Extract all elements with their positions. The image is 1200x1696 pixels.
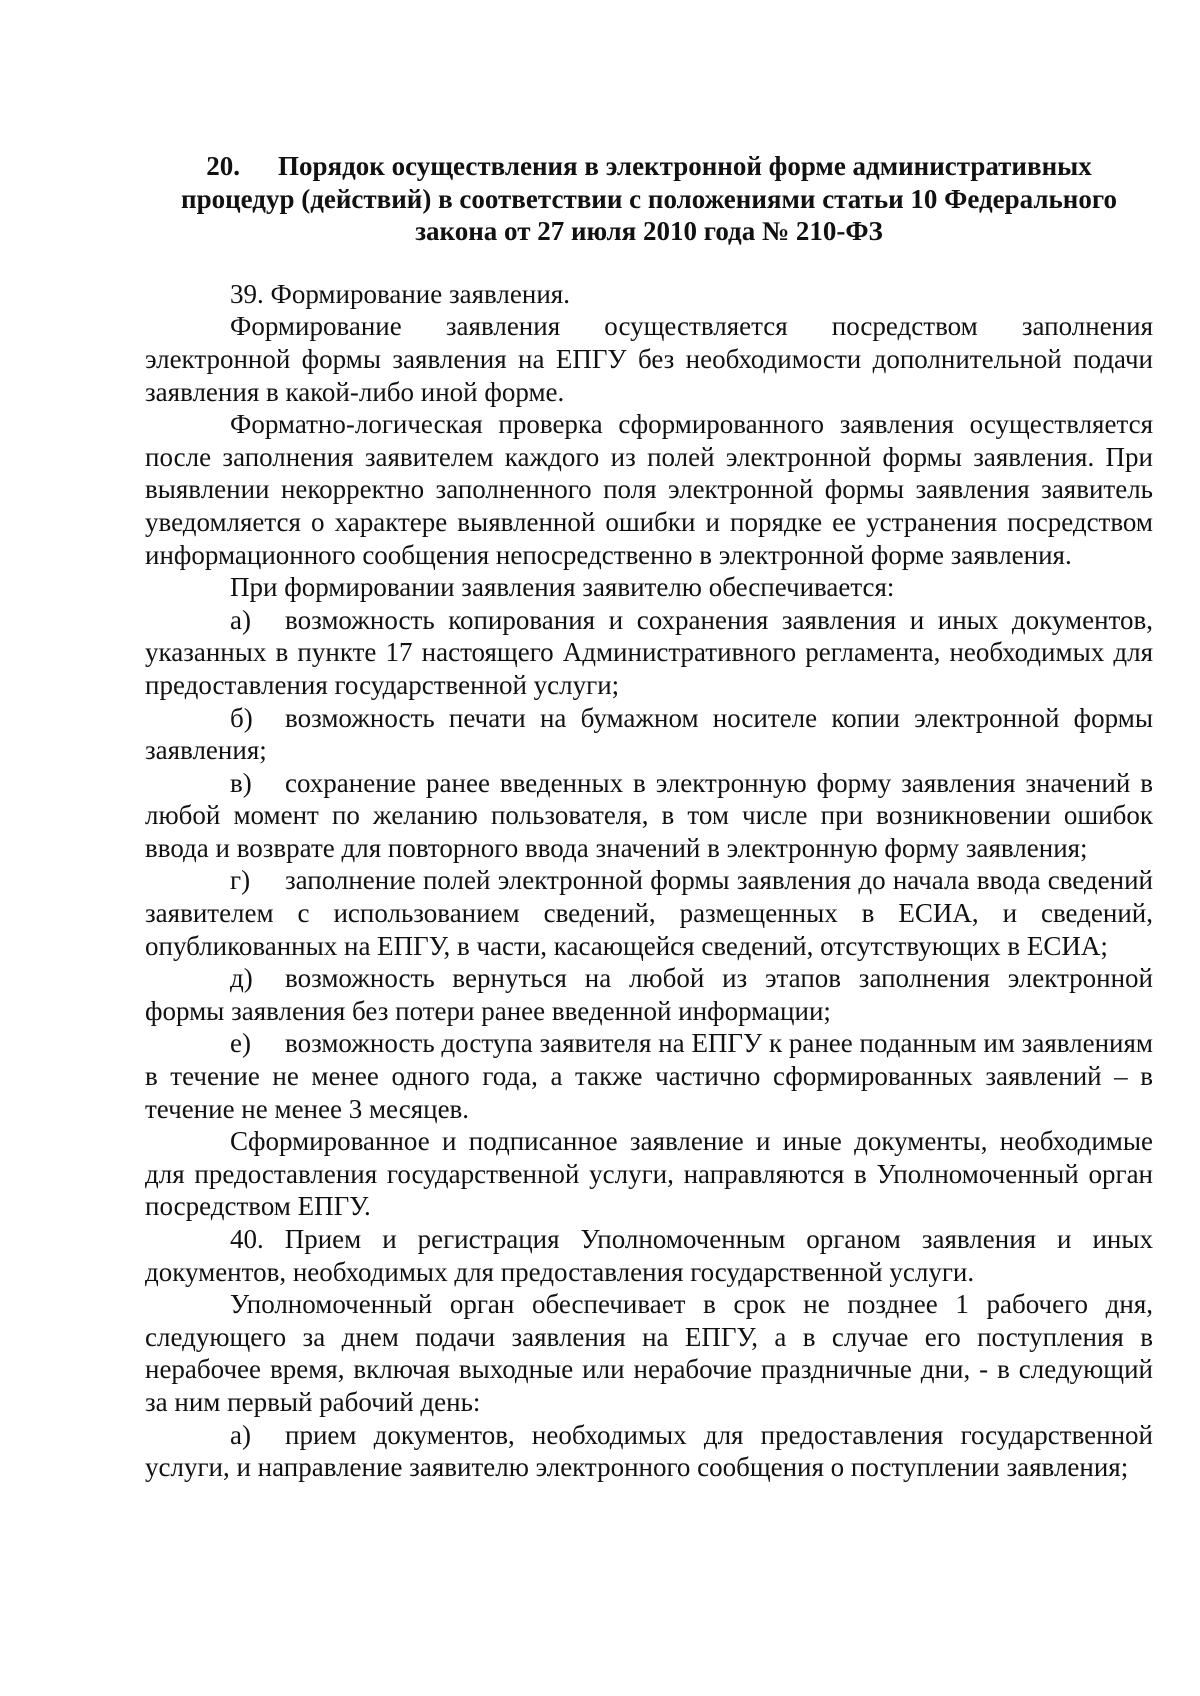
section-title: Порядок осуществления в электронной форме административных процедур (действий) в соответствии с положениями статьи 10 Федерального закона от 27 июля 2010 года № 210-ФЗ	[181, 151, 1117, 247]
paragraph: Формирование заявления осуществляется посредством заполнения электронной формы заявления на ЕПГУ без необходимости дополнительной подачи заявления в какой-либо иной форме.	[145, 311, 1153, 407]
list-item-text: возможность печати на бумажном носителе копии электронной формы заявления;	[145, 702, 1153, 766]
paragraph: 39. Формирование заявления.	[230, 278, 570, 309]
list-item-marker: а)	[230, 604, 251, 635]
paragraph: Сформированное и подписанное заявление и иные документы, необходимые для предоставления государственной услуги, направляются в Уполномоченный орган посредством ЕПГУ.	[145, 1126, 1153, 1222]
paragraph: При формировании заявления заявителю обеспечивается:	[230, 572, 895, 603]
document-body	[145, 278, 1153, 1484]
list-item-text: возможность вернуться на любой из этапов заполнения электронной формы заявления без потери ранее введенной информации;	[145, 963, 1153, 1026]
list-item	[145, 1419, 1153, 1484]
paragraph: Форматно-логическая проверка сформированного заявления осуществляется после заполнения заявителем каждого из полей электронной формы заявления. При выявлении некорректно заполненного поля электронной формы заявления заявитель уведомляется о характере выявленной ошибки и порядке ее устранения посредством информационного сообщения непосредственно в электронной форме заявления.	[145, 409, 1153, 570]
list-item	[145, 1027, 1153, 1125]
list-item-marker: в)	[230, 767, 252, 798]
paragraph: 40. Прием и регистрация Уполномоченным органом заявления и иных документов, необходимых для предоставления государственной услуги.	[145, 1224, 1153, 1287]
list-item-text: сохранение ранее введенных в электронную форму заявления значений в любой момент по желанию пользователя, в том числе при возникновении ошибок ввода и возврате для повторного ввода значений в электронную форму заявления;	[145, 767, 1153, 863]
section-heading	[145, 150, 1153, 248]
list-item	[145, 962, 1153, 1027]
section-number: 20.	[206, 151, 241, 181]
list-item-marker: д)	[230, 963, 253, 994]
list-item-marker: е)	[230, 1028, 251, 1059]
list-item-text: возможность доступа заявителя на ЕПГУ к ранее поданным им заявлениям в течение не менее одного года, а также частично сформированных заявлений – в течение не менее 3 месяцев.	[145, 1028, 1153, 1124]
document-page	[145, 150, 1153, 1484]
list-item-text: прием документов, необходимых для предоставления государственной услуги, и направление заявителю электронного сообщения о поступлении заявления;	[145, 1419, 1153, 1483]
list-item	[145, 604, 1153, 702]
list-item-marker: г)	[230, 865, 251, 896]
list-item	[145, 864, 1153, 962]
list-item-marker: а)	[230, 1419, 251, 1450]
list-item-text: заполнение полей электронной формы заявления до начала ввода сведений заявителем с использованием сведений, размещенных в ЕСИА, и сведений, опубликованных на ЕПГУ, в части, касающейся сведений, отсутствующих в ЕСИА;	[145, 865, 1153, 961]
list-item-text: возможность копирования и сохранения заявления и иных документов, указанных в пункте 17 настоящего Административного регламента, необходимых для предоставления государственной услуги;	[145, 604, 1153, 700]
list-item-marker: б)	[230, 702, 253, 733]
paragraph: Уполномоченный орган обеспечивает в срок не позднее 1 рабочего дня, следующего за днем подачи заявления на ЕПГУ, а в случае его поступления в нерабочее время, включая выходные или нерабочие праздничные дни, - в следующий за ним первый рабочий день:	[145, 1289, 1153, 1417]
list-item	[145, 767, 1153, 865]
list-item	[145, 702, 1153, 767]
